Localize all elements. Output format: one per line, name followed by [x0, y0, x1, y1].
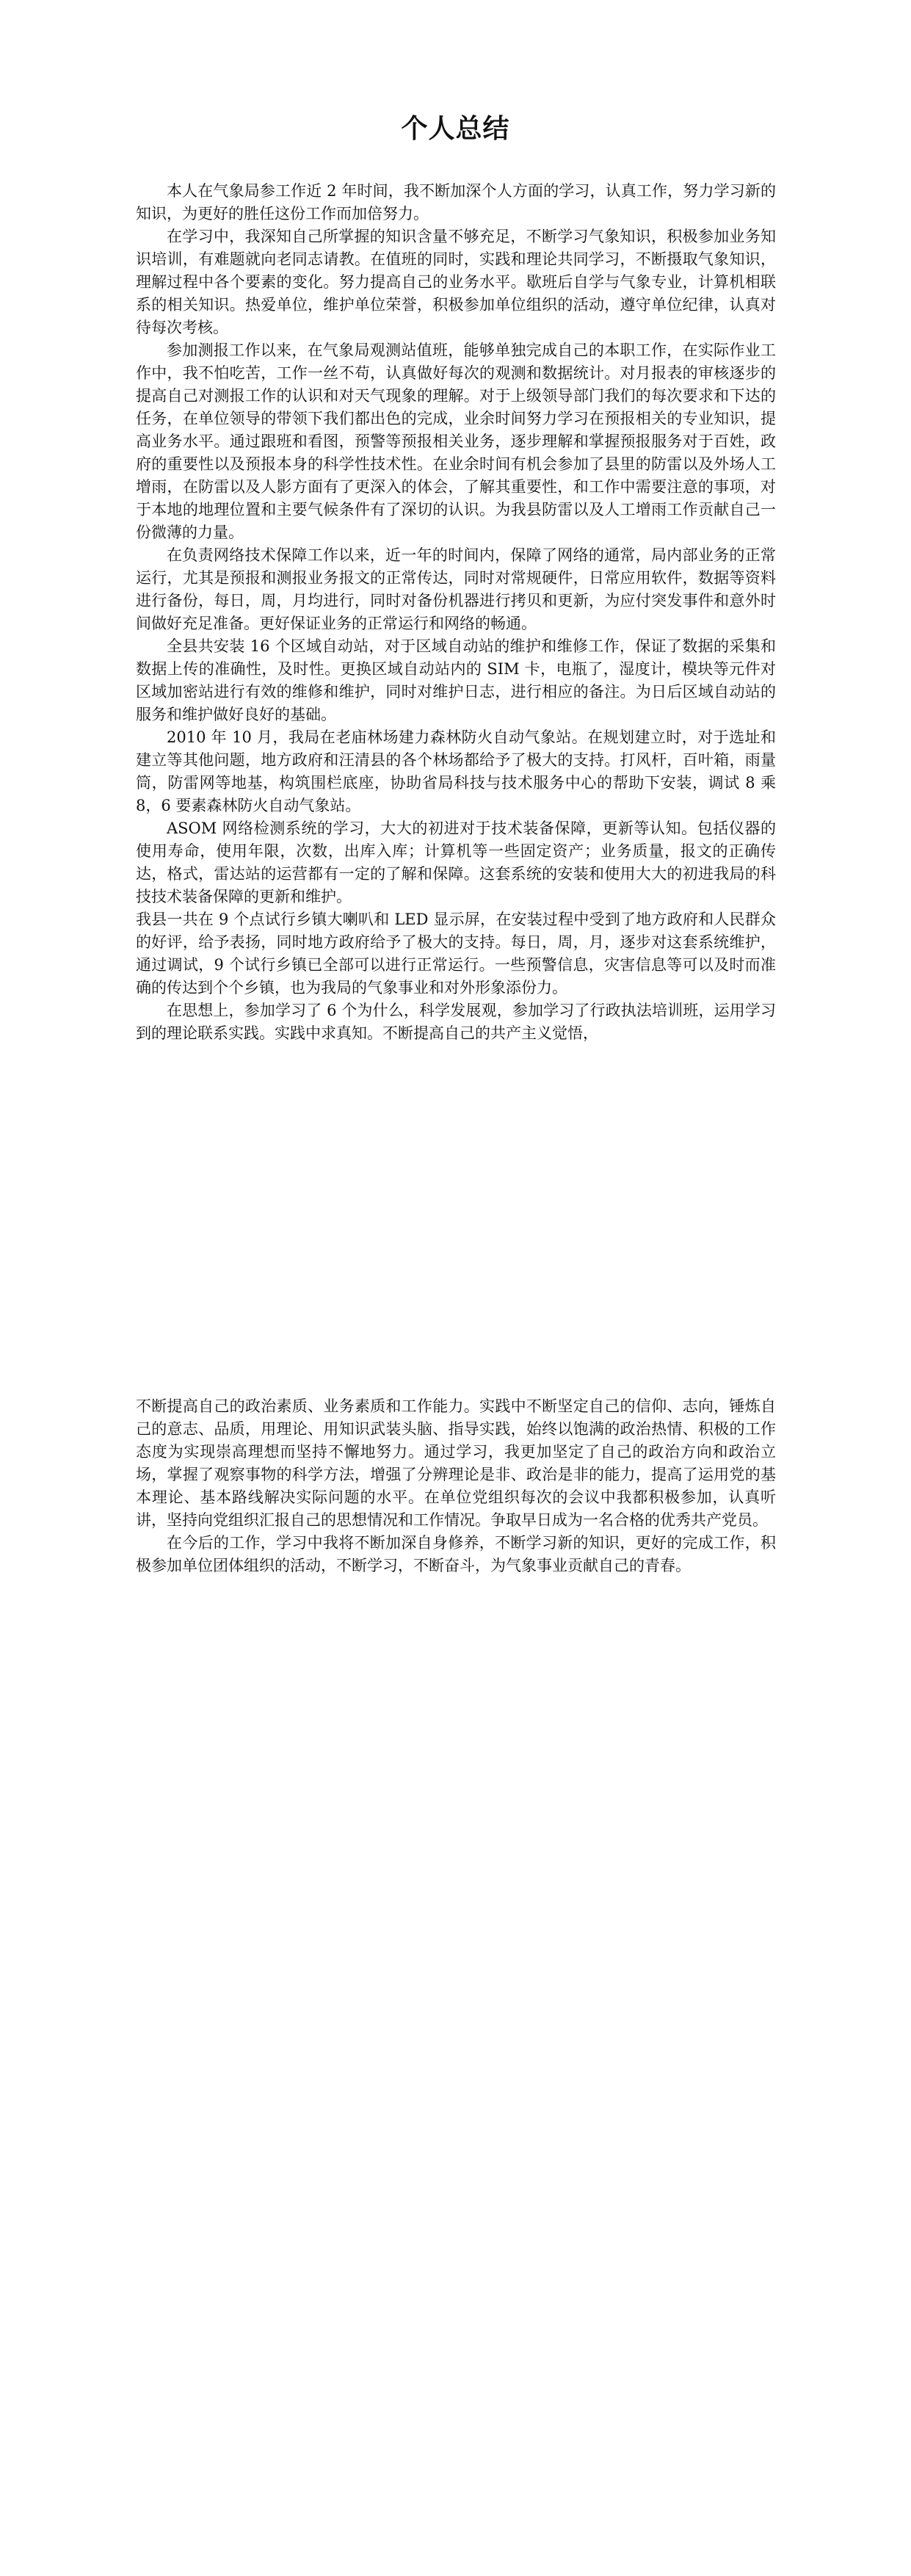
document-body-part-1 — [136, 180, 776, 1045]
paragraph-network-support: 在负责网络技术保障工作以来，近一年的时间内，保障了网络的通常，局内部业务的正常运行，尤其是预报和测报业务报文的正常传达，同时对常规硬件，日常应用软件，数据等资料进行备份，每日，周，月均进行，同时对备份机器进行拷贝和更新，为应付突发事件和意外时间做好充足准备。更好保证业务的正常运行和网络的畅通。 — [136, 546, 776, 632]
paragraph-asom-system: ASOM 网络检测系统的学习，大大的初进对于技术装备保障，更新等认知。包括仪器的使用寿命，使用年限，次数，出库入库；计算机等一些固定资产；业务质量，报文的正确传达，格式，雷达站的运营都有一定的了解和保障。这套系统的安装和使用大大的初进我局的科技技术装备保障的更新和维护。 — [136, 820, 776, 905]
paragraph-ideology-continued: 不断提高自己的政治素质、业务素质和工作能力。实践中不断坚定自己的信仰、志向，锤炼自己的意志、品质，用理论、用知识武装头脑、指导实践，始终以饱满的政治热情、积极的工作态度为实现崇高理想而坚持不懈地努力。通过学习，我更加坚定了自己的政治方向和政治立场，掌握了观察事物的科学方法，增强了分辨理论是非、政治是非的能力，提高了运用党的基本理论、基本路线解决实际问题的水平。在单位党组织每次的会议中我都积极参加，认真听讲，坚持向党组织汇报自己的思想情况和工作情况。争取早日成为一名合格的优秀共产党员。 — [136, 1397, 776, 1529]
paragraph-loudspeaker-led: 我县一共在 9 个点试行乡镇大喇叭和 LED 显示屏，在安装过程中受到了地方政府和人民群众的好评，给予表扬，同时地方政府给予了极大的支持。每日，周，月，逐步对这套系统维护，通过调试，9 个试行乡镇已全部可以进行正常运行。一些预警信息，灾害信息等可以及时而准确的传达到个个乡镇，也为我局的气象事业和对外形象添份力。 — [136, 911, 776, 996]
paragraph-future-plan: 在今后的工作，学习中我将不断加深自身修养，不断学习新的知识，更好的完成工作，积极参加单位团体组织的活动，不断学习，不断奋斗，为气象事业贡献自己的青春。 — [136, 1534, 776, 1574]
paragraph-auto-stations: 全县共安装 16 个区域自动站，对于区域自动站的维护和维修工作，保证了数据的采集和数据上传的准确性，及时性。更换区域自动站内的 SIM 卡，电瓶了，湿度计，模块等元件对区域加密站进行有效的维修和维护，同时对维护日志，进行相应的备注。为日后区域自动站的服务和维护做好良好的基础。 — [136, 637, 776, 723]
paragraph-forest-fire-station: 2010 年 10 月，我局在老庙林场建力森林防火自动气象站。在规划建立时，对于选址和建立等其他问题，地方政府和汪清县的各个林场都给予了极大的支持。打风杆，百叶箱，雨量筒，防雷网等地基，构筑围栏底座，协助省局科技与技术服务中心的帮助下安装，调试 8 乘 8，6 要素森林防火自动气象站。 — [136, 728, 776, 814]
document-title: 个人总结 — [401, 113, 510, 144]
paragraph-observation-work: 参加测报工作以来，在气象局观测站值班，能够单独完成自己的本职工作，在实际作业工作中，我不怕吃苦，工作一丝不苟，认真做好每次的观测和数据统计。对月报表的审核逐步的提高自己对测报工作的认识和对天气现象的理解。对于上级领导部门我们的每次要求和下达的任务，在单位领导的带领下我们都出色的完成，业余时间努力学习在预报相关的专业知识，提高业务水平。通过跟班和看图，预警等预报相关业务，逐步理解和掌握预报服务对于百姓，政府的重要性以及预报本身的科学性技术性。在业余时间有机会参加了县里的防雷以及外场人工增雨，在防雷以及人影方面有了更深入的体会，了解其重要性，和工作中需要注意的事项，对于本地的地理位置和主要气候条件有了深切的认识。为我县防雷以及人工增雨工作贡献自己一份微薄的力量。 — [136, 341, 776, 541]
paragraph-intro: 本人在气象局参工作近 2 年时间，我不断加深个人方面的学习，认真工作，努力学习新的知识，为更好的胜任这份工作而加倍努力。 — [136, 182, 776, 222]
document-body-part-2 — [136, 1395, 776, 1577]
paragraph-ideology-start: 在思想上，参加学习了 6 个为什么，科学发展观，参加学习了行政执法培训班，运用学习到的理论联系实践。实践中求真知。不断提高自己的共产主义觉悟， — [136, 1002, 776, 1042]
paragraph-study: 在学习中，我深知自己所掌握的知识含量不够充足，不断学习气象知识，积极参加业务知识培训，有难题就向老同志请教。在值班的同时，实践和理论共同学习，不断摄取气象知识，理解过程中各个要素的变化。努力提高自己的业务水平。歇班后自学与气象专业，计算机相联系的相关知识。热爱单位，维护单位荣誉，积极参加单位组织的活动，遵守单位纪律，认真对待每次考核。 — [136, 228, 776, 336]
